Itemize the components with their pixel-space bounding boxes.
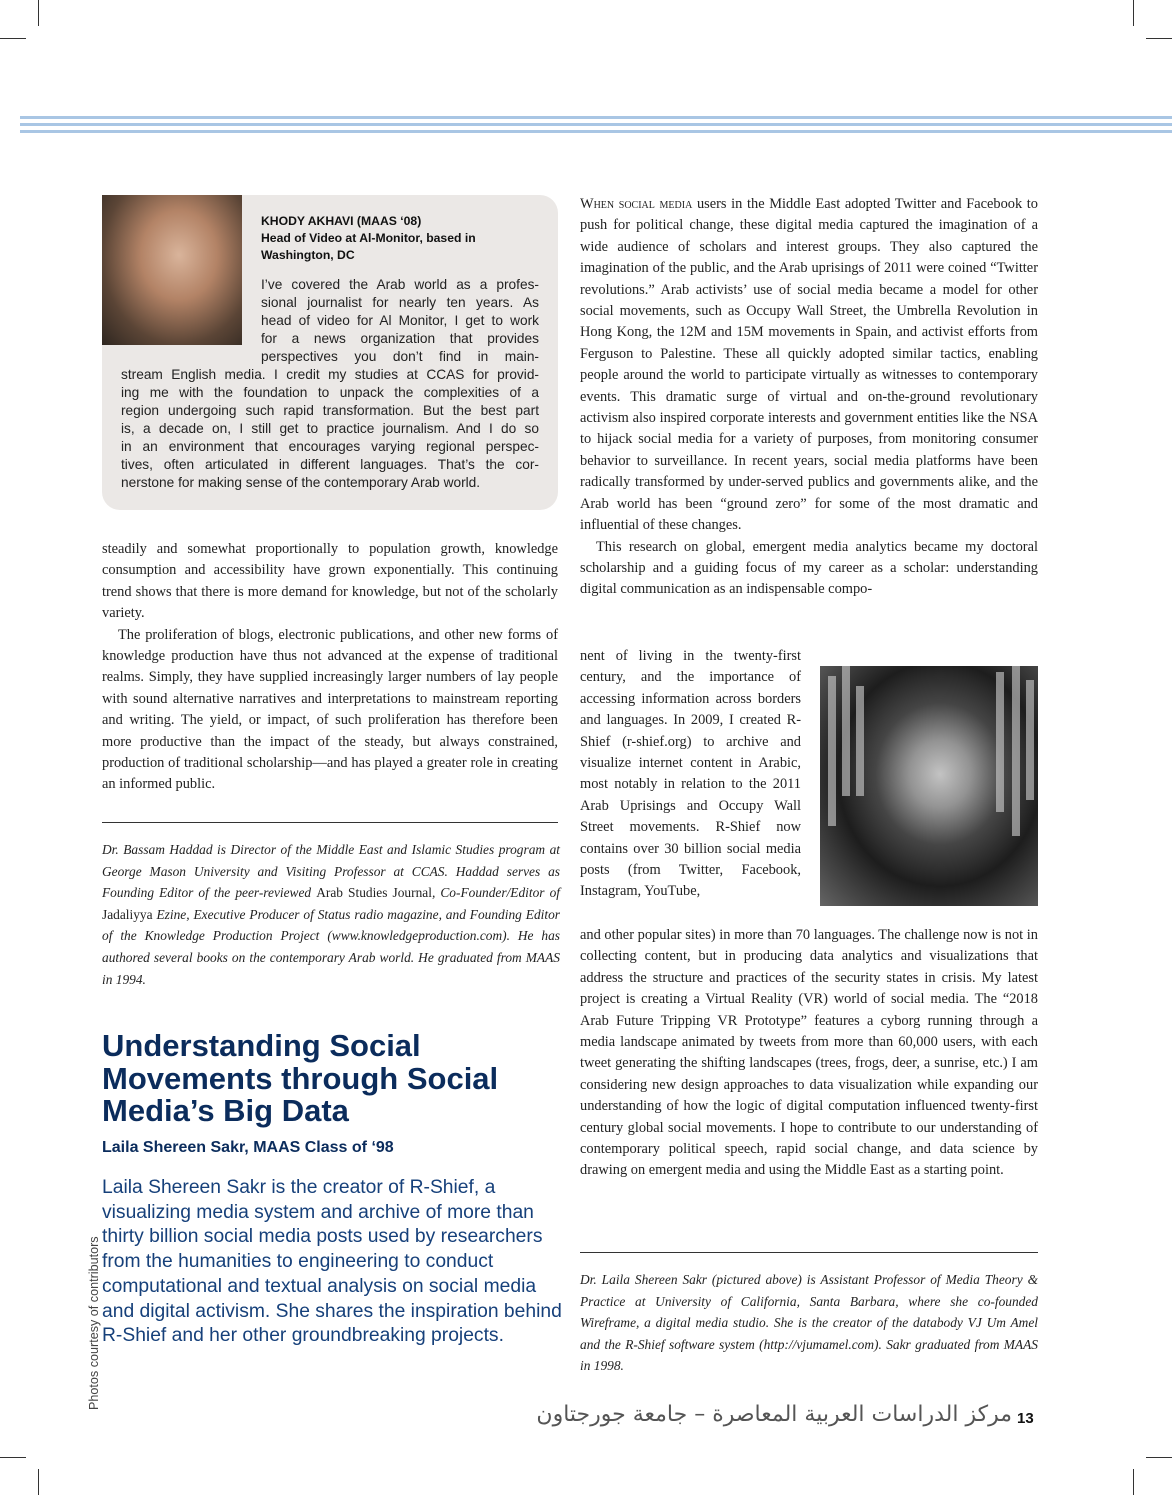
profile-text-line: perspectives you don’t find in main- xyxy=(261,349,539,364)
article-intro: Laila Shereen Sakr is the creator of R-Shief, a visualizing media system and archive of more than thirty billion social media posts used by researchers from the humanities to engineering to conduct computational and textual analysis on social media and digital activism. She shares the inspiration behind R-Shief and her other groundbreaking projects. xyxy=(102,1177,562,1347)
profile-text-line: in an environment that encourages varying regional perspec- xyxy=(121,439,539,454)
right-column-body-bottom: and other popular sites) in more than 70 languages. The challenge now is not in collecting content, but in producing data analytics and visualizations that address the structure and practices of the security states in crisis. My latest project is creating a Virtual Reality (VR) world of social media. The “2018 Arab Future Tripping VR Prototype” features a cyborg running through a media landscape animated by tweets from more than 60,000 users, with each tweet generating the shifting landscapes (trees, frogs, deer, a sunrise, etc.) I am considering new design approaches to data visualization while expanding our understanding of how the logic of digital computation influenced twenty-first century global social movements. I hope to contribute to our understanding of contemporary political speech, rapid social change, and data science by drawing on emergent media and using the Middle East as a starting point. xyxy=(580,927,1038,1179)
khody-portrait-image xyxy=(102,195,242,345)
profile-text-bottom xyxy=(121,366,539,492)
right-column-body-top xyxy=(580,194,1038,601)
profile-text-line: stream English media. I credit my studies at CCAS for provid- xyxy=(121,367,539,382)
paragraph: steadily and somewhat proportionally to population growth, knowledge consumption and accessibility have grown exponentially. This continuing trend shows that there is more demand for knowledge, but not of the scholarly variety. xyxy=(102,541,558,622)
page-number: 13 xyxy=(1017,1410,1034,1427)
profile-text-line: nerstone for making sense of the contemporary Arab world. xyxy=(121,475,481,490)
header-rule xyxy=(20,130,1172,133)
photo-credit: Photos courtesy of contributors xyxy=(87,1236,101,1410)
sakr-bio: Dr. Laila Shereen Sakr (pictured above) is Assistant Professor of Media Theory & Practice at University of California, Santa Barbara, where she co-founded Wireframe, a digital media studio. She is the creator of the databody VJ Um Amel and the R-Shief software system (http://vjumamel.com). Sakr graduated from MAAS in 1998. xyxy=(580,1272,1038,1374)
profile-text-top xyxy=(261,276,539,366)
crop-mark xyxy=(0,38,26,39)
crop-mark xyxy=(1146,38,1172,39)
footer-arabic-org: مركز الدراسات العربية المعاصرة – جامعة جورجتاون xyxy=(536,1402,1012,1427)
section-divider xyxy=(580,1252,1038,1253)
crop-mark xyxy=(38,1469,39,1495)
left-column-body xyxy=(102,539,558,796)
paragraph: When social media users in the Middle East adopted Twitter and Facebook to push for political change, these digital media captured the imagination of a wide audience of scholars and interest groups. They also captured the imagination of the public, and the Arab uprisings of 2011 were coined “Twitter revolutions.” Arab activists’ use of social media became a model for other social movements, such as Occupy Wall Street, the Umbrella Revolution in Hong Kong, the 12M and 15M movements in Spain, and activist efforts from Ferguson to Palestine. These all quickly adopted similar tactics, enabling people around the world to participate virtually as witnesses to contemporary events. This dramatic surge of virtual and on-the-ground revolutionary activism also inspired corporate interests and government entities like the NSA to hijack social media for a variety of purposes, from monitoring consumer behavior to surveillance. In recent years, social media platforms have been radically transformed by under-served publics and governments alike, and the Arab world has been “ground zero” for some of the most dramatic and influential of these changes. xyxy=(580,196,1038,534)
profile-text-line: sional journalist for nearly ten years. As xyxy=(261,295,539,310)
article-byline: Laila Shereen Sakr, MAAS Class of ‘98 xyxy=(102,1139,394,1156)
paragraph: The proliferation of blogs, electronic publications, and other new forms of knowledge production have thus not advanced at the expense of traditional realms. Simply, they have supplied increasingly larger numbers of lay people with sound alternative narratives and interpretations to mainstream reporting and writing. The yield, or impact, of such proliferation has therefore been more productive than the impact of the steady, but always constrained, production of traditional scholarship—and has played a greater role in creating an informed public. xyxy=(102,626,558,793)
profile-text-line: I’ve covered the Arab world as a profes- xyxy=(261,277,539,292)
profile-text-line: head of video for Al Monitor, I get to work xyxy=(261,313,539,328)
profile-text-line: tives, often articulated in different languages. That’s the cor- xyxy=(121,457,539,472)
profile-name: KHODY AKHAVI (MAAS ‘08) xyxy=(261,214,422,228)
profile-heading xyxy=(261,213,541,264)
article-title: Understanding Social Movements through Social Media’s Big Data xyxy=(102,1028,499,1128)
crop-mark xyxy=(38,0,39,26)
header-rule xyxy=(20,123,1172,126)
crop-mark xyxy=(1133,1469,1134,1495)
right-column-narrow: nent of living in the twenty-first century, and the importance of accessing information across borders and languages. In 2009, I created R-Shief (r-shief.org) to archive and visualize internet content in Arabic, most notably in relation to the 2011 Arab Uprisings and Occupy Wall Street movements. R-Shief now contains over 30 billion social media posts (from Twitter, Facebook, Instagram, YouTube, xyxy=(580,648,801,900)
profile-text-line: for a news organization that provides xyxy=(261,331,539,346)
paragraph: This research on global, emergent media analytics became my doctoral scholarship and a guiding focus of my career as a scholar: understanding digital communication as an indispensable compo- xyxy=(580,538,1038,598)
haddad-bio: Dr. Bassam Haddad is Director of the Middle East and Islamic Studies program at George Mason University and Visiting Professor at CCAS. Haddad serves as Founding Editor of the peer-reviewed Arab Studies Journal, Co-Founder/Editor of Jadaliyya Ezine, Executive Producer of Status radio magazine, and Founding Editor of the Knowledge Production Project (www.knowledgeproduction.com). He has authored several books on the contemporary Arab world. He graduated from MAAS in 1994. xyxy=(102,842,560,987)
laila-portrait-image xyxy=(820,666,1038,906)
profile-text-line: is, a decade on, I still get to practice journalism. And I do so xyxy=(121,421,539,436)
lead-in: When social media xyxy=(580,196,693,212)
profile-text-line: region undergoing such rapid transformation. But the best part xyxy=(121,403,539,418)
section-divider xyxy=(102,822,558,823)
header-rule xyxy=(20,116,1172,119)
crop-mark xyxy=(1133,0,1134,26)
crop-mark xyxy=(1146,1457,1172,1458)
crop-mark xyxy=(0,1457,26,1458)
profile-text-line: ing me with the foundation to unpack the complexities of a xyxy=(121,385,539,400)
profile-role: Head of Video at Al-Monitor, based in Washington, DC xyxy=(261,231,476,262)
